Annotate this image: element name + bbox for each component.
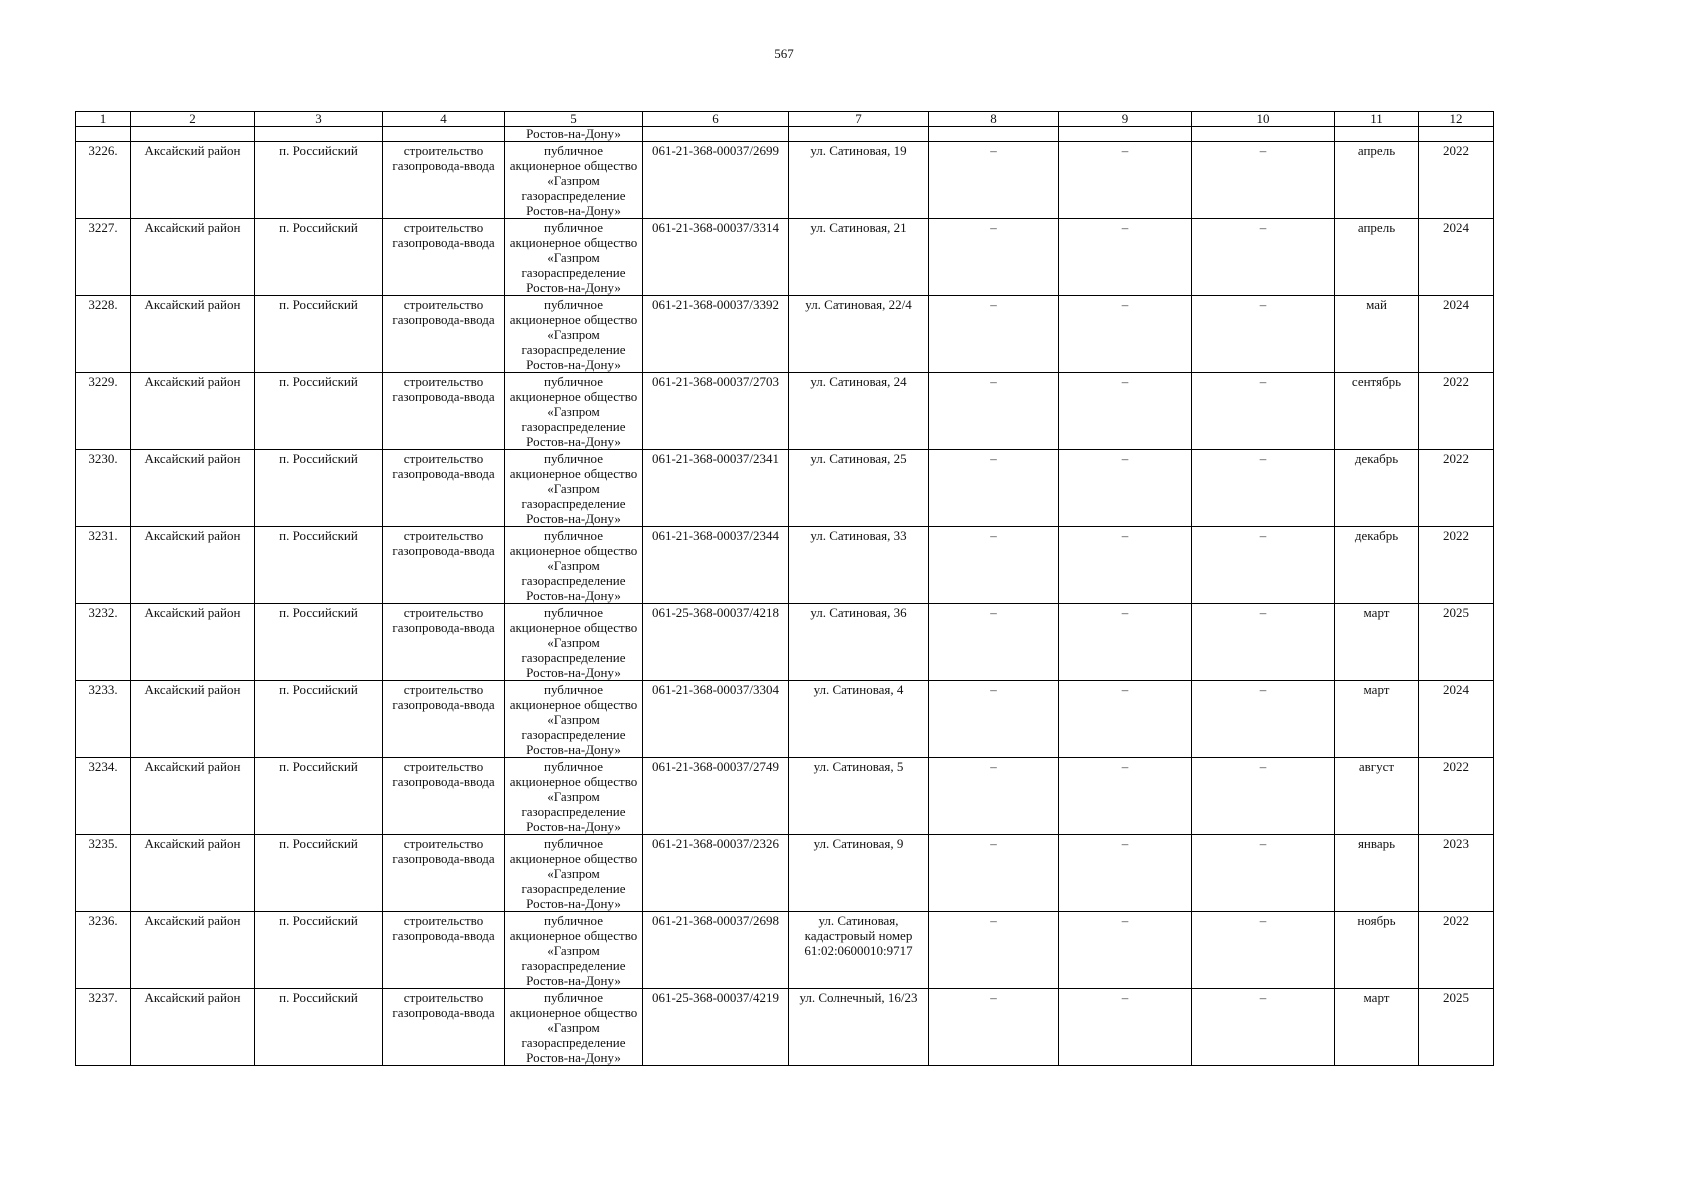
settlement-cell: п. Российский [255, 604, 383, 681]
continuation-cell-12 [1419, 127, 1494, 142]
code-cell: 061-21-368-00037/3304 [643, 681, 789, 758]
address-cell: ул. Сатиновая, 33 [789, 527, 929, 604]
address-cell: ул. Солнечный, 16/23 [789, 989, 929, 1066]
district-cell: Аксайский район [131, 758, 255, 835]
month-cell: ноябрь [1335, 912, 1419, 989]
month-cell: март [1335, 989, 1419, 1066]
settlement-cell: п. Российский [255, 912, 383, 989]
year-cell: 2022 [1419, 450, 1494, 527]
column-number-row [76, 112, 1494, 127]
row-number: 3229. [76, 373, 131, 450]
month-cell: март [1335, 681, 1419, 758]
column-8-cell: – [929, 835, 1059, 912]
organization-cell: публичное акционерное общество «Газпром газораспределение Ростов-на-Дону» [505, 219, 643, 296]
table-row [76, 604, 1494, 681]
column-8-cell: – [929, 219, 1059, 296]
column-header-3: 3 [255, 112, 383, 127]
column-8-cell: – [929, 296, 1059, 373]
continuation-cell-9 [1059, 127, 1192, 142]
column-9-cell: – [1059, 835, 1192, 912]
table-row [76, 681, 1494, 758]
work-type-cell: строительство газопровода-ввода [383, 450, 505, 527]
column-9-cell: – [1059, 142, 1192, 219]
month-cell: май [1335, 296, 1419, 373]
continuation-cell-1 [76, 127, 131, 142]
column-header-4: 4 [383, 112, 505, 127]
district-cell: Аксайский район [131, 450, 255, 527]
column-header-8: 8 [929, 112, 1059, 127]
column-10-cell: – [1192, 296, 1335, 373]
address-cell: ул. Сатиновая, 19 [789, 142, 929, 219]
column-10-cell: – [1192, 373, 1335, 450]
register-table [75, 111, 1494, 1066]
column-header-6: 6 [643, 112, 789, 127]
work-type-cell: строительство газопровода-ввода [383, 142, 505, 219]
organization-cell: публичное акционерное общество «Газпром газораспределение Ростов-на-Дону» [505, 835, 643, 912]
work-type-cell: строительство газопровода-ввода [383, 219, 505, 296]
column-header-9: 9 [1059, 112, 1192, 127]
table-body [76, 112, 1494, 1066]
month-cell: апрель [1335, 219, 1419, 296]
row-number: 3228. [76, 296, 131, 373]
column-10-cell: – [1192, 527, 1335, 604]
address-cell: ул. Сатиновая, 21 [789, 219, 929, 296]
settlement-cell: п. Российский [255, 373, 383, 450]
column-header-5: 5 [505, 112, 643, 127]
column-9-cell: – [1059, 450, 1192, 527]
year-cell: 2025 [1419, 989, 1494, 1066]
month-cell: март [1335, 604, 1419, 681]
row-number: 3231. [76, 527, 131, 604]
year-cell: 2024 [1419, 681, 1494, 758]
work-type-cell: строительство газопровода-ввода [383, 989, 505, 1066]
code-cell: 061-21-368-00037/2326 [643, 835, 789, 912]
continuation-cell-10 [1192, 127, 1335, 142]
month-cell: декабрь [1335, 450, 1419, 527]
settlement-cell: п. Российский [255, 219, 383, 296]
year-cell: 2025 [1419, 604, 1494, 681]
month-cell: август [1335, 758, 1419, 835]
row-number: 3237. [76, 989, 131, 1066]
row-number: 3227. [76, 219, 131, 296]
address-cell: ул. Сатиновая, кадастровый номер 61:02:0600010:9717 [789, 912, 929, 989]
column-10-cell: – [1192, 989, 1335, 1066]
district-cell: Аксайский район [131, 681, 255, 758]
column-10-cell: – [1192, 219, 1335, 296]
column-9-cell: – [1059, 681, 1192, 758]
organization-cell: публичное акционерное общество «Газпром газораспределение Ростов-на-Дону» [505, 681, 643, 758]
column-10-cell: – [1192, 604, 1335, 681]
settlement-cell: п. Российский [255, 681, 383, 758]
address-cell: ул. Сатиновая, 25 [789, 450, 929, 527]
code-cell: 061-21-368-00037/2749 [643, 758, 789, 835]
month-cell: декабрь [1335, 527, 1419, 604]
table-row [76, 450, 1494, 527]
column-8-cell: – [929, 989, 1059, 1066]
continuation-cell-6 [643, 127, 789, 142]
column-9-cell: – [1059, 758, 1192, 835]
column-8-cell: – [929, 681, 1059, 758]
column-8-cell: – [929, 758, 1059, 835]
column-9-cell: – [1059, 527, 1192, 604]
column-header-11: 11 [1335, 112, 1419, 127]
column-9-cell: – [1059, 296, 1192, 373]
organization-cell: публичное акционерное общество «Газпром газораспределение Ростов-на-Дону» [505, 142, 643, 219]
column-8-cell: – [929, 604, 1059, 681]
table-row [76, 219, 1494, 296]
column-header-2: 2 [131, 112, 255, 127]
organization-cell: публичное акционерное общество «Газпром газораспределение Ростов-на-Дону» [505, 450, 643, 527]
organization-cell: публичное акционерное общество «Газпром газораспределение Ростов-на-Дону» [505, 912, 643, 989]
column-9-cell: – [1059, 373, 1192, 450]
organization-cell: публичное акционерное общество «Газпром газораспределение Ростов-на-Дону» [505, 758, 643, 835]
table-row [76, 296, 1494, 373]
table-row [76, 373, 1494, 450]
row-number: 3233. [76, 681, 131, 758]
column-header-1: 1 [76, 112, 131, 127]
row-number: 3230. [76, 450, 131, 527]
year-cell: 2024 [1419, 219, 1494, 296]
code-cell: 061-25-368-00037/4219 [643, 989, 789, 1066]
year-cell: 2022 [1419, 758, 1494, 835]
column-header-12: 12 [1419, 112, 1494, 127]
column-header-10: 10 [1192, 112, 1335, 127]
work-type-cell: строительство газопровода-ввода [383, 758, 505, 835]
row-number: 3236. [76, 912, 131, 989]
continuation-cell-2 [131, 127, 255, 142]
column-10-cell: – [1192, 681, 1335, 758]
continuation-row [76, 127, 1494, 142]
address-cell: ул. Сатиновая, 36 [789, 604, 929, 681]
row-number: 3226. [76, 142, 131, 219]
table-row [76, 912, 1494, 989]
column-9-cell: – [1059, 219, 1192, 296]
code-cell: 061-25-368-00037/4218 [643, 604, 789, 681]
column-9-cell: – [1059, 604, 1192, 681]
column-8-cell: – [929, 450, 1059, 527]
organization-cell: публичное акционерное общество «Газпром газораспределение Ростов-на-Дону» [505, 527, 643, 604]
column-8-cell: – [929, 527, 1059, 604]
table-row [76, 527, 1494, 604]
settlement-cell: п. Российский [255, 142, 383, 219]
organization-cell: публичное акционерное общество «Газпром газораспределение Ростов-на-Дону» [505, 989, 643, 1066]
month-cell: апрель [1335, 142, 1419, 219]
code-cell: 061-21-368-00037/3392 [643, 296, 789, 373]
work-type-cell: строительство газопровода-ввода [383, 373, 505, 450]
district-cell: Аксайский район [131, 912, 255, 989]
settlement-cell: п. Российский [255, 450, 383, 527]
column-8-cell: – [929, 142, 1059, 219]
column-8-cell: – [929, 373, 1059, 450]
district-cell: Аксайский район [131, 527, 255, 604]
work-type-cell: строительство газопровода-ввода [383, 681, 505, 758]
month-cell: январь [1335, 835, 1419, 912]
page-number: 567 [774, 46, 794, 61]
district-cell: Аксайский район [131, 835, 255, 912]
table-row [76, 758, 1494, 835]
address-cell: ул. Сатиновая, 22/4 [789, 296, 929, 373]
code-cell: 061-21-368-00037/3314 [643, 219, 789, 296]
settlement-cell: п. Российский [255, 835, 383, 912]
month-cell: сентябрь [1335, 373, 1419, 450]
continuation-organization: Ростов-на-Дону» [505, 127, 643, 142]
district-cell: Аксайский район [131, 373, 255, 450]
settlement-cell: п. Российский [255, 527, 383, 604]
column-10-cell: – [1192, 912, 1335, 989]
work-type-cell: строительство газопровода-ввода [383, 604, 505, 681]
column-9-cell: – [1059, 989, 1192, 1066]
settlement-cell: п. Российский [255, 989, 383, 1066]
column-10-cell: – [1192, 142, 1335, 219]
table-row [76, 142, 1494, 219]
year-cell: 2022 [1419, 373, 1494, 450]
column-10-cell: – [1192, 835, 1335, 912]
column-9-cell: – [1059, 912, 1192, 989]
year-cell: 2023 [1419, 835, 1494, 912]
row-number: 3234. [76, 758, 131, 835]
year-cell: 2022 [1419, 142, 1494, 219]
row-number: 3232. [76, 604, 131, 681]
continuation-cell-3 [255, 127, 383, 142]
table-row [76, 989, 1494, 1066]
row-number: 3235. [76, 835, 131, 912]
column-8-cell: – [929, 912, 1059, 989]
work-type-cell: строительство газопровода-ввода [383, 912, 505, 989]
year-cell: 2022 [1419, 527, 1494, 604]
address-cell: ул. Сатиновая, 5 [789, 758, 929, 835]
year-cell: 2022 [1419, 912, 1494, 989]
address-cell: ул. Сатиновая, 24 [789, 373, 929, 450]
work-type-cell: строительство газопровода-ввода [383, 296, 505, 373]
continuation-cell-4 [383, 127, 505, 142]
district-cell: Аксайский район [131, 296, 255, 373]
settlement-cell: п. Российский [255, 296, 383, 373]
code-cell: 061-21-368-00037/2344 [643, 527, 789, 604]
continuation-cell-8 [929, 127, 1059, 142]
district-cell: Аксайский район [131, 989, 255, 1066]
year-cell: 2024 [1419, 296, 1494, 373]
code-cell: 061-21-368-00037/2698 [643, 912, 789, 989]
code-cell: 061-21-368-00037/2341 [643, 450, 789, 527]
district-cell: Аксайский район [131, 604, 255, 681]
district-cell: Аксайский район [131, 142, 255, 219]
settlement-cell: п. Российский [255, 758, 383, 835]
address-cell: ул. Сатиновая, 4 [789, 681, 929, 758]
code-cell: 061-21-368-00037/2699 [643, 142, 789, 219]
continuation-cell-7 [789, 127, 929, 142]
district-cell: Аксайский район [131, 219, 255, 296]
column-header-7: 7 [789, 112, 929, 127]
column-10-cell: – [1192, 758, 1335, 835]
code-cell: 061-21-368-00037/2703 [643, 373, 789, 450]
organization-cell: публичное акционерное общество «Газпром газораспределение Ростов-на-Дону» [505, 373, 643, 450]
table-row [76, 835, 1494, 912]
continuation-cell-11 [1335, 127, 1419, 142]
organization-cell: публичное акционерное общество «Газпром газораспределение Ростов-на-Дону» [505, 604, 643, 681]
organization-cell: публичное акционерное общество «Газпром газораспределение Ростов-на-Дону» [505, 296, 643, 373]
address-cell: ул. Сатиновая, 9 [789, 835, 929, 912]
column-10-cell: – [1192, 450, 1335, 527]
work-type-cell: строительство газопровода-ввода [383, 527, 505, 604]
work-type-cell: строительство газопровода-ввода [383, 835, 505, 912]
